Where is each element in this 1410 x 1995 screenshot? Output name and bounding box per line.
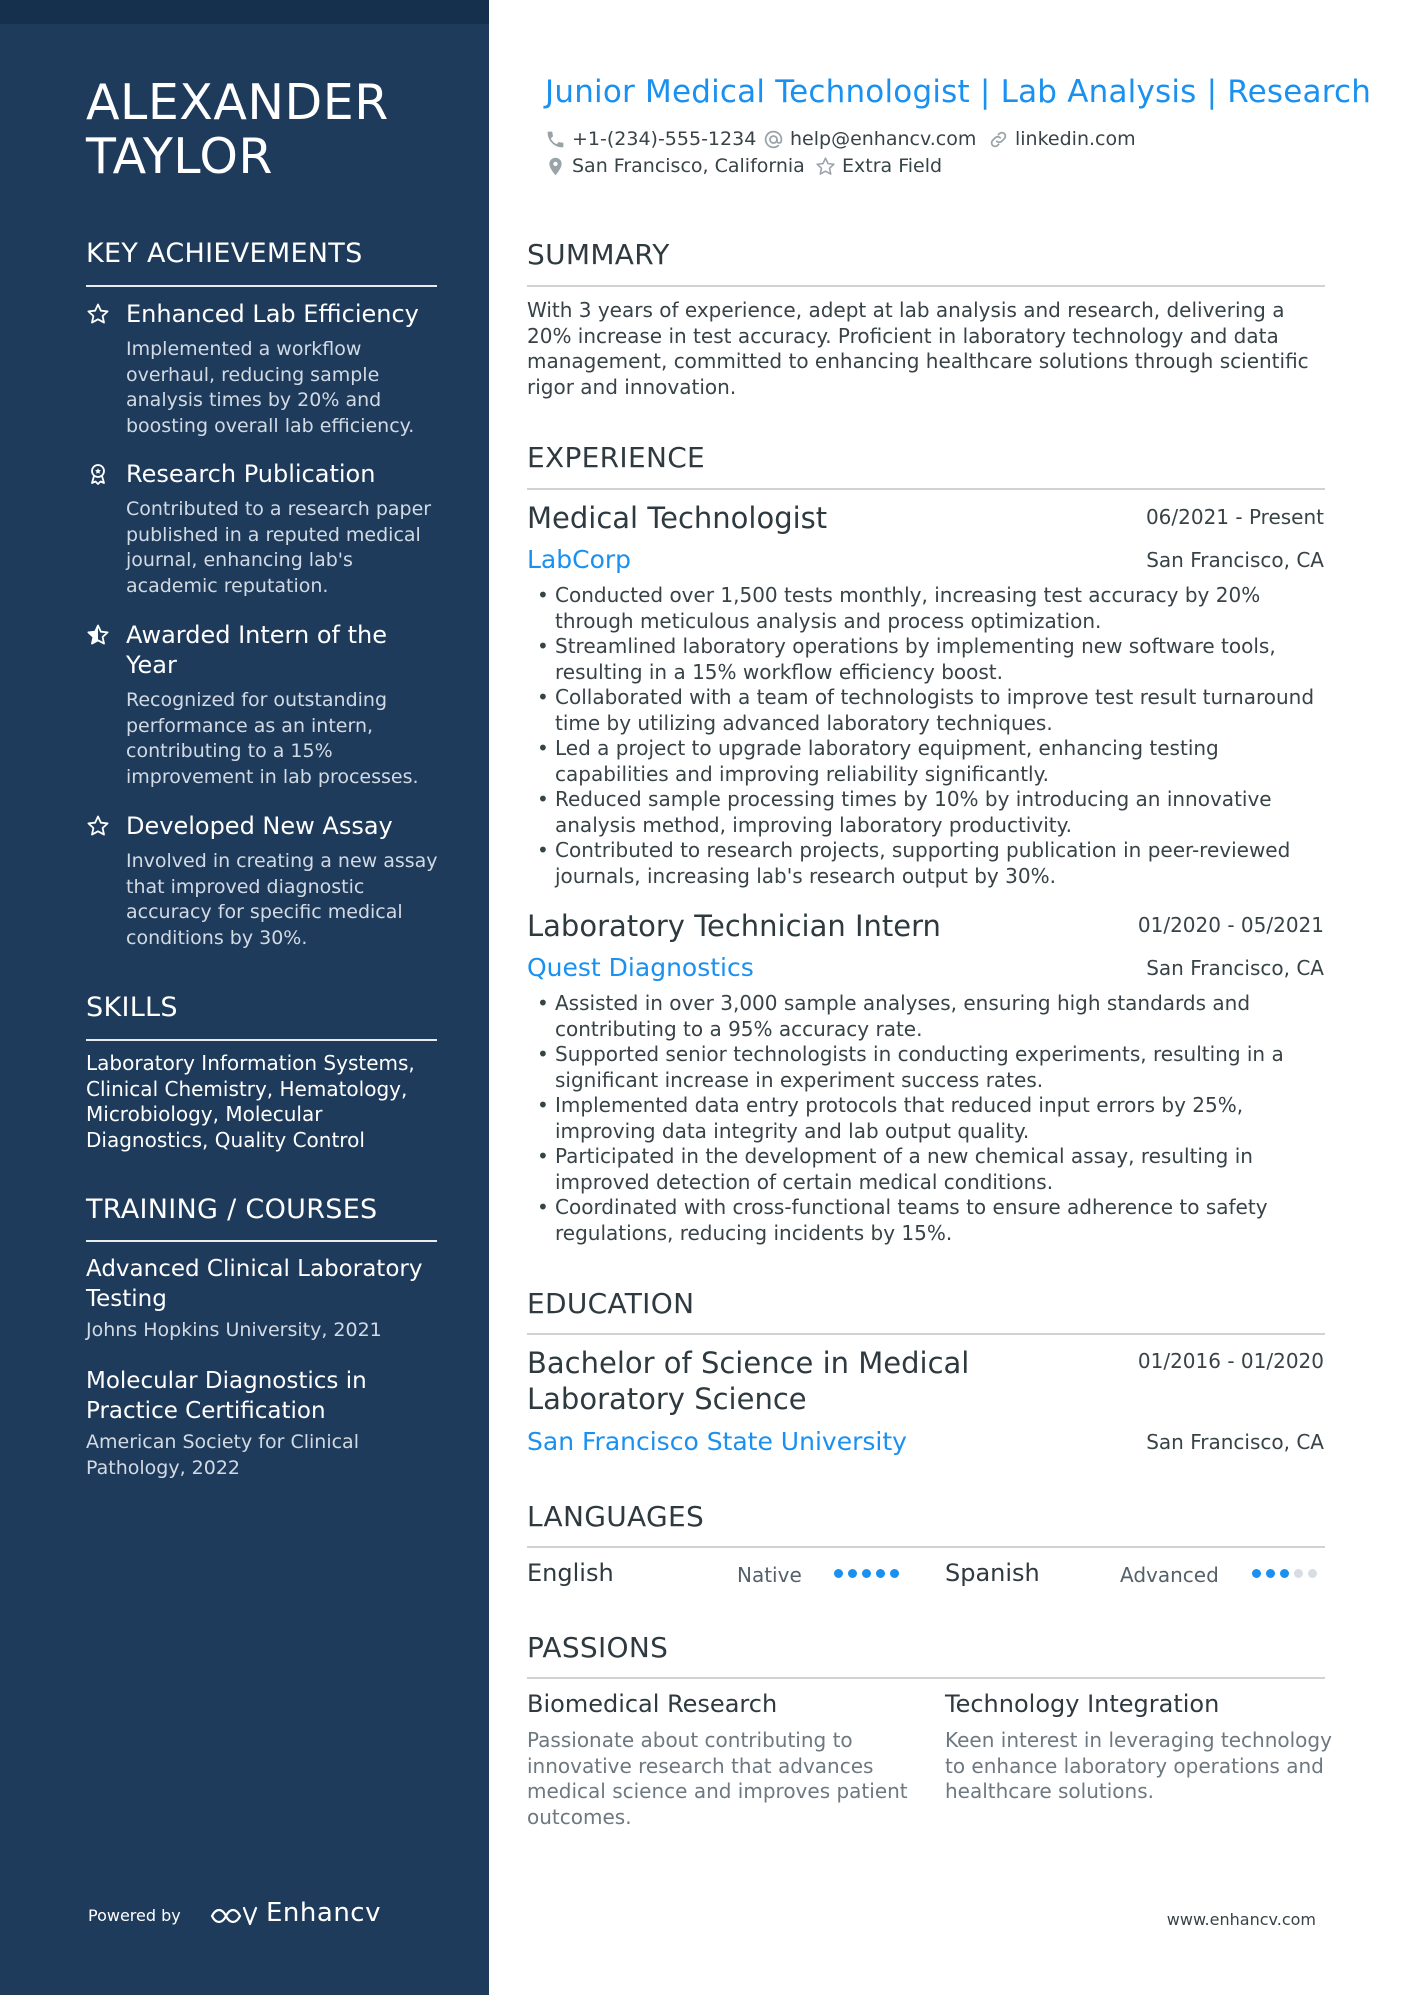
achievement-desc: Contributed to a research paper published in a reputed medical journal, enhancing lab's academic reputation. [126,498,432,597]
candidate-name [86,76,389,184]
job-bullets [527,991,1327,1246]
first-name: ALEXANDER [86,74,389,131]
education-heading: EDUCATION [527,1287,695,1320]
experience-divider [527,488,1325,490]
summary-heading: SUMMARY [527,238,670,271]
course-item [86,1254,441,1344]
extra-field-text: Extra Field [842,155,943,177]
sidebar [0,0,489,1995]
achievements-divider [86,285,437,287]
passions-divider [527,1677,1325,1679]
achievement-title: Research Publication [126,460,376,488]
list-item: • Collaborated with a team of technologists to improve test result turnaround time by utilizing advanced laboratory techniques. [527,685,1327,736]
course-provider: American Society for Clinical Pathology, 2022 [86,1431,359,1479]
sidebar-top-bar [0,0,489,24]
headline: Junior Medical Technologist | Lab Analysis | Research [545,74,1372,110]
achievements-heading: KEY ACHIEVEMENTS [86,238,363,269]
course-provider: Johns Hopkins University, 2021 [86,1319,382,1341]
enhancv-brand: Enhancv [266,1898,381,1928]
rating-dot-filled [862,1569,871,1578]
achievement-desc: Involved in creating a new assay that improved diagnostic accuracy for specific medical conditions by 30%. [126,850,438,949]
experience-heading: EXPERIENCE [527,441,706,474]
course-item [86,1366,441,1481]
training-heading: TRAINING / COURSES [86,1194,378,1225]
achievement-desc: Implemented a workflow overhaul, reducing sample analysis times by 20% and boosting overall lab efficiency. [126,338,415,437]
list-item: • Supported senior technologists in conducting experiments, resulting in a significant increase in experiment success rates. [527,1042,1327,1093]
achievement-title: Awarded Intern of the Year [126,621,387,679]
star-half-icon [86,623,110,647]
list-item: • Conducted over 1,500 tests monthly, increasing test accuracy by 20% through meticulous analysis and process optimization. [527,583,1327,634]
last-name: TAYLOR [86,128,273,185]
job-date: 01/2020 - 05/2021 [1137,913,1324,937]
list-item: • Participated in the development of a new chemical assay, resulting in improved detection of certain medical conditions. [527,1144,1327,1195]
language-rating [1252,1569,1322,1579]
star-outline-icon [86,814,110,838]
school-name: San Francisco State University [527,1427,907,1456]
job-title: Laboratory Technician Intern [527,909,941,943]
job-date: 06/2021 - Present [1145,505,1324,529]
education-location: San Francisco, CA [1146,1430,1324,1454]
email-text: help@enhancv.com [790,128,977,150]
link-icon [988,129,1009,150]
skills-list: Laboratory Information Systems, Clinical Chemistry, Hematology, Microbiology, Molecular Diagnostics, Quality Control [86,1051,415,1152]
rating-dot-filled [1280,1569,1289,1578]
rating-dot-filled [890,1569,899,1578]
job-company: Quest Diagnostics [527,953,754,982]
summary-text: With 3 years of experience, adept at lab analysis and research, delivering a 20% increase in test accuracy. Proficient in laboratory technology and data management, committed to enhancing healthcare solutions through scientific rigor and innovation. [527,298,1309,399]
list-item: • Reduced sample processing times by 10% by introducing an innovative analysis method, improving laboratory productivity. [527,787,1327,838]
star-outline-icon [815,156,836,177]
language-level: Native [737,1563,802,1587]
list-item: • Contributed to research projects, supporting publication in peer-reviewed journals, increasing lab's research output by 30%. [527,838,1327,889]
rating-dot-filled [1252,1569,1261,1578]
achievement-desc: Recognized for outstanding performance as an intern, contributing to a 15% improvement in lab processes. [126,689,419,788]
phone-text: +1-(234)-555-1234 [572,128,757,150]
phone-icon [545,129,566,150]
linkedin-text: linkedin.com [1015,128,1136,150]
summary-divider [527,285,1325,287]
job-bullets [527,583,1327,889]
rating-dot-filled [834,1569,843,1578]
course-title: Molecular Diagnostics in Practice Certification [86,1368,367,1424]
passion-title: Biomedical Research [527,1690,778,1718]
skills-divider [86,1039,437,1041]
language-name: Spanish [945,1559,1040,1587]
job-location: San Francisco, CA [1146,548,1324,572]
rating-dot-filled [848,1569,857,1578]
passion-desc: Keen interest in leveraging technology to enhance laboratory operations and healthcare solutions. [945,1728,1332,1803]
skills-heading: SKILLS [86,992,178,1023]
list-item: • Implemented data entry protocols that reduced input errors by 25%, improving data integrity and lab output quality. [527,1093,1327,1144]
powered-by-label: Powered by [88,1906,181,1925]
location-pin-icon [545,156,566,177]
passions-heading: PASSIONS [527,1631,669,1664]
list-item: • Assisted in over 3,000 sample analyses, ensuring high standards and contributing to a 95% accuracy rate. [527,991,1327,1042]
training-divider [86,1240,437,1242]
list-item: • Led a project to upgrade laboratory equipment, enhancing testing capabilities and improving reliability significantly. [527,736,1327,787]
languages-heading: LANGUAGES [527,1500,705,1533]
course-title: Advanced Clinical Laboratory Testing [86,1256,423,1312]
job-location: San Francisco, CA [1146,956,1324,980]
star-outline-icon [86,302,110,326]
footer-url: www.enhancv.com [1166,1910,1316,1929]
rating-dot-empty [1294,1569,1303,1578]
job-title: Medical Technologist [527,501,828,535]
list-item: • Streamlined laboratory operations by implementing new software tools, resulting in a 15% workflow efficiency boost. [527,634,1327,685]
education-divider [527,1333,1325,1335]
language-rating [834,1569,904,1579]
degree-title: Bachelor of Science in Medical Laboratory Science [527,1346,970,1416]
rating-dot-filled [876,1569,885,1578]
education-date: 01/2016 - 01/2020 [1137,1349,1324,1373]
language-level: Advanced [1120,1563,1219,1587]
languages-divider [527,1546,1325,1548]
achievement-title: Developed New Assay [126,812,393,840]
list-item: • Coordinated with cross-functional teams to ensure adherence to safety regulations, reducing incidents by 15%. [527,1195,1327,1246]
language-name: English [527,1559,614,1587]
rating-dot-empty [1308,1569,1317,1578]
job-company: LabCorp [527,545,632,574]
at-sign-icon [763,129,784,150]
rating-dot-filled [1266,1569,1275,1578]
achievement-title: Enhanced Lab Efficiency [126,300,419,328]
passion-title: Technology Integration [945,1690,1220,1718]
award-ribbon-icon [86,462,110,486]
passion-desc: Passionate about contributing to innovative research that advances medical science and improves patient outcomes. [527,1728,908,1829]
location-text: San Francisco, California [572,155,805,177]
